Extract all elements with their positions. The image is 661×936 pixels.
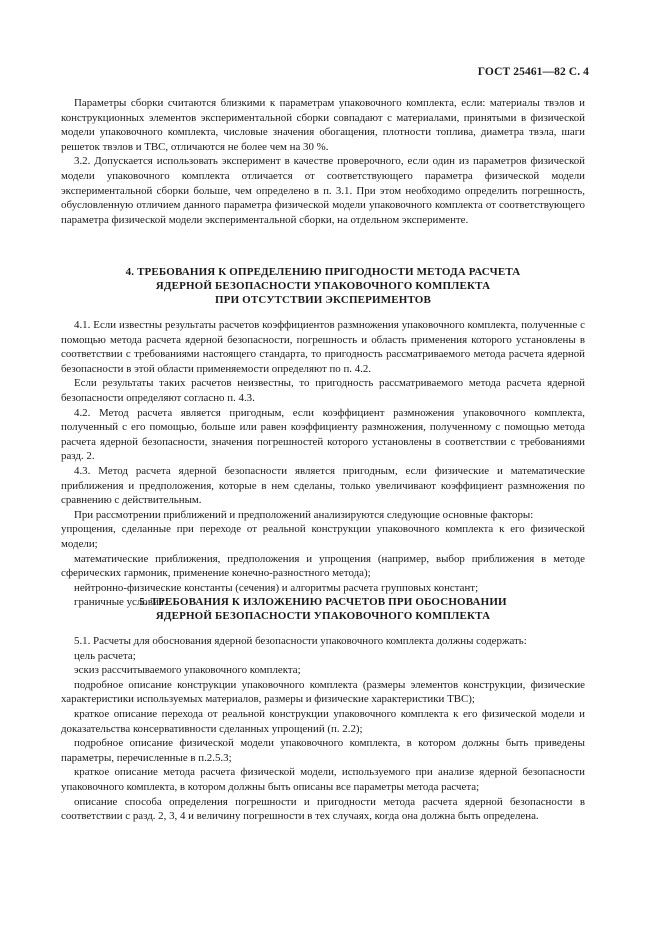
paragraph: Параметры сборки считаются близкими к параметрам упаковочного комплекта, если: материалы твэлов и конструкционных элементов экспериментальной сборки совпадают с материалами, принятыми в физической модели упаковочного комплекта, числовые значения обогащения, плотности топлива, диаметра твэла, шаги решеток твэлов и ТВС, отличаются не более чем на 30 %. [61,97,585,153]
list-item: нейтронно-физические константы (сечения) и алгоритмы расчета групповых констант; [74,581,479,594]
heading-line: ЯДЕРНОЙ БЕЗОПАСНОСТИ УПАКОВОЧНОГО КОМПЛЕКТА [155,279,491,292]
heading-line: 4. ТРЕБОВАНИЯ К ОПРЕДЕЛЕНИЮ ПРИГОДНОСТИ МЕТОДА РАСЧЕТА [125,266,521,278]
list-item: математические приближения, предположения и упрощения (например, выбор приближения в методе сферических гармоник, применение конечно-разностного метода); [61,552,585,580]
list-item: краткое описание метода расчета физической модели, используемого при анализе ядерной безопасности упаковочного комплекта, в котором должны быть описаны все параметры метода расчета; [61,766,585,793]
section-4-text [61,318,585,610]
list-item: упрощения, сделанные при переходе от реальной конструкции упаковочного комплекта к его физической модели; [61,523,585,550]
page-header: ГОСТ 25461—82 С. 4 [477,66,589,78]
paragraph: Если результаты таких расчетов неизвестны, то пригодность рассматриваемого метода расчета ядерной безопасности определяют согласно п. 4.3. [61,377,585,404]
list-item: граничные условия. [74,596,167,609]
section-5-heading [61,596,585,624]
paragraph: 4.3. Метод расчета ядерной безопасности является пригодным, если физические и математические приближения и предположения, которые в нем сделаны, только увеличивают коэффициент размножения по сравнению с действительным. [61,464,585,507]
list-item: подробное описание физической модели упаковочного комплекта, в котором должны быть приведены параметры, перечисленные в п.2.5.3; [61,737,585,764]
list-item: эскиз рассчитываемого упаковочного комплекта; [74,664,301,677]
paragraph: 3.2. Допускается использовать эксперимент в качестве проверочного, если один из параметров физической модели упаковочного комплекта отличается от соответствующего параметра физической модели экспериментальной сборки больше, чем определено в п. 3.1. При этом необходимо определить погрешность, обусловленную отличием данного параметра физической модели упаковочного комплекта от соответствующего параметра физической модели экспериментальной сборки, на отдельном эксперименте. [61,155,585,226]
heading-line: ПРИ ОТСУТСТВИИ ЭКСПЕРИМЕНТОВ [215,293,431,306]
list-item: подробное описание конструкции упаковочного комплекта (размеры элементов конструкции, физические характеристики используемых материалов, размеры и физические характеристики ТВС); [61,678,585,706]
paragraph: 5.1. Расчеты для обоснования ядерной безопасности упаковочного комплекта должны содержать: [74,635,527,647]
heading-line: 5. ТРЕБОВАНИЯ К ИЗЛОЖЕНИЮ РАСЧЕТОВ ПРИ ОБОСНОВАНИИ [139,596,507,608]
intro-text [61,96,585,227]
paragraph: 4.2. Метод расчета является пригодным, если коэффициент размножения упаковочного комплекта, полученный с его помощью, больше или равен коэффициенту размножения, полученному с помощью метода расчета ядерной безопасности, значения погрешностей которого установлены в соответствии с требованиями разд. 2. [61,406,585,463]
list-item: описание способа определения погрешности и пригодности метода расчета ядерной безопасности в соответствии с разд. 2, 3, 4 и величину погрешности в тех случаях, когда она должна быть определена. [61,795,585,823]
heading-line: ЯДЕРНОЙ БЕЗОПАСНОСТИ УПАКОВОЧНОГО КОМПЛЕКТА [155,609,491,622]
section-4-heading [61,266,585,307]
paragraph: При рассмотрении приближений и предположений анализируются следующие основные факторы: [74,508,534,521]
section-5-text [61,634,585,824]
list-item: цель расчета; [74,649,136,662]
list-item: краткое описание перехода от реальной конструкции упаковочного комплекта к его физической модели и доказательства консервативности сделанных упрощений (п. 2.2); [61,707,585,735]
paragraph: 4.1. Если известны результаты расчетов коэффициентов размножения упаковочного комплекта, полученные с помощью метода расчета ядерной безопасности, погрешность и область применения которого установлены в соответствии с требованиями настоящего стандарта, то пригодность рассматриваемого метода расчета ядерной безопасности в этой области применяемости определяют по п. 4.2. [61,319,585,375]
